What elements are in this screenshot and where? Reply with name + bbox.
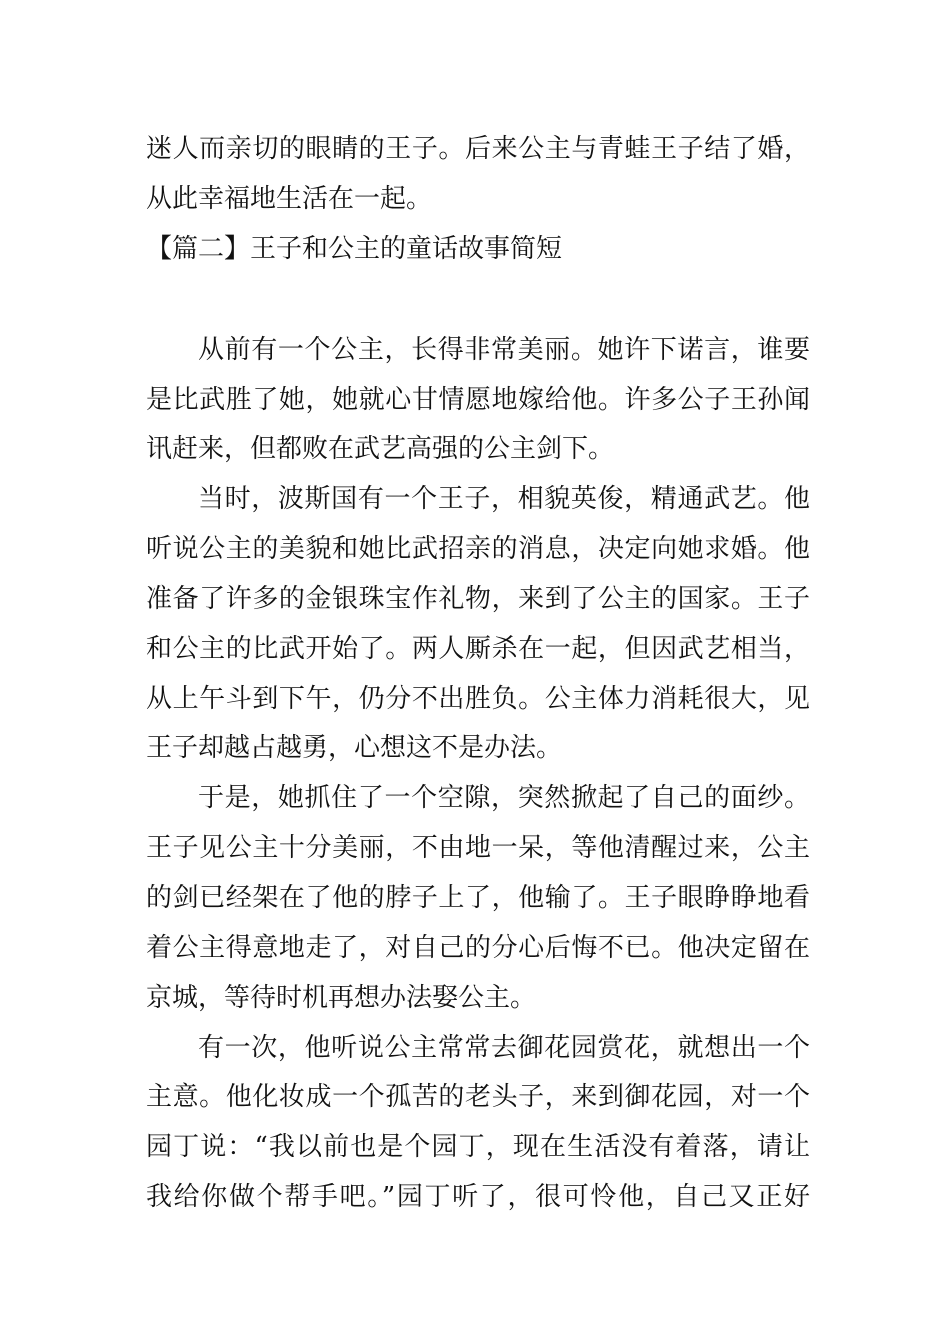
text-line: 王子见公主十分美丽，不由地一呆，等他清醒过来，公主 [146,833,810,863]
text-line: 着公主得意地走了，对自己的分心后悔不已。他决定留在 [146,933,810,963]
text-line: 讯赶来，但都败在武艺高强的公主剑下。 [146,434,615,464]
paragraph-first-line: 当时，波斯国有一个王子，相貌英俊，精通武艺。他 [198,484,810,514]
text-line: 王子却越占越勇，心想这不是办法。 [146,733,563,763]
text-line: 从此幸福地生活在一起。 [146,184,433,214]
text-line: 园丁说：“我以前也是个园丁，现在生活没有着落，请让 [146,1132,810,1162]
text-line: 从上午斗到下午，仍分不出胜负。公主体力消耗很大，见 [146,684,810,714]
paragraph-first-line: 有一次，他听说公主常常去御花园赏花，就想出一个 [198,1033,810,1063]
text-line: 和公主的比武开始了。两人厮杀在一起，但因武艺相当， [146,634,810,664]
section-heading: 【篇二】王子和公主的童话故事简短 [146,234,563,264]
text-line: 我给你做个帮手吧。”园丁听了，很可怜他，自己又正好 [146,1182,810,1212]
text-line: 京城，等待时机再想办法娶公主。 [146,983,537,1013]
text-line: 迷人而亲切的眼睛的王子。后来公主与青蛙王子结了婚， [146,134,810,164]
paragraph-first-line: 从前有一个公主，长得非常美丽。她许下诺言，谁要 [198,335,810,365]
text-line: 准备了许多的金银珠宝作礼物，来到了公主的国家。王子 [146,584,810,614]
text-line: 主意。他化妆成一个孤苦的老头子，来到御花园，对一个 [146,1082,810,1112]
paragraph-first-line: 于是，她抓住了一个空隙，突然掀起了自己的面纱。 [198,783,810,813]
text-line: 听说公主的美貌和她比武招亲的消息，决定向她求婚。他 [146,534,810,564]
text-line: 的剑已经架在了他的脖子上了，他输了。王子眼睁睁地看 [146,883,810,913]
text-line: 是比武胜了她，她就心甘情愿地嫁给他。许多公子王孙闻 [146,385,810,415]
